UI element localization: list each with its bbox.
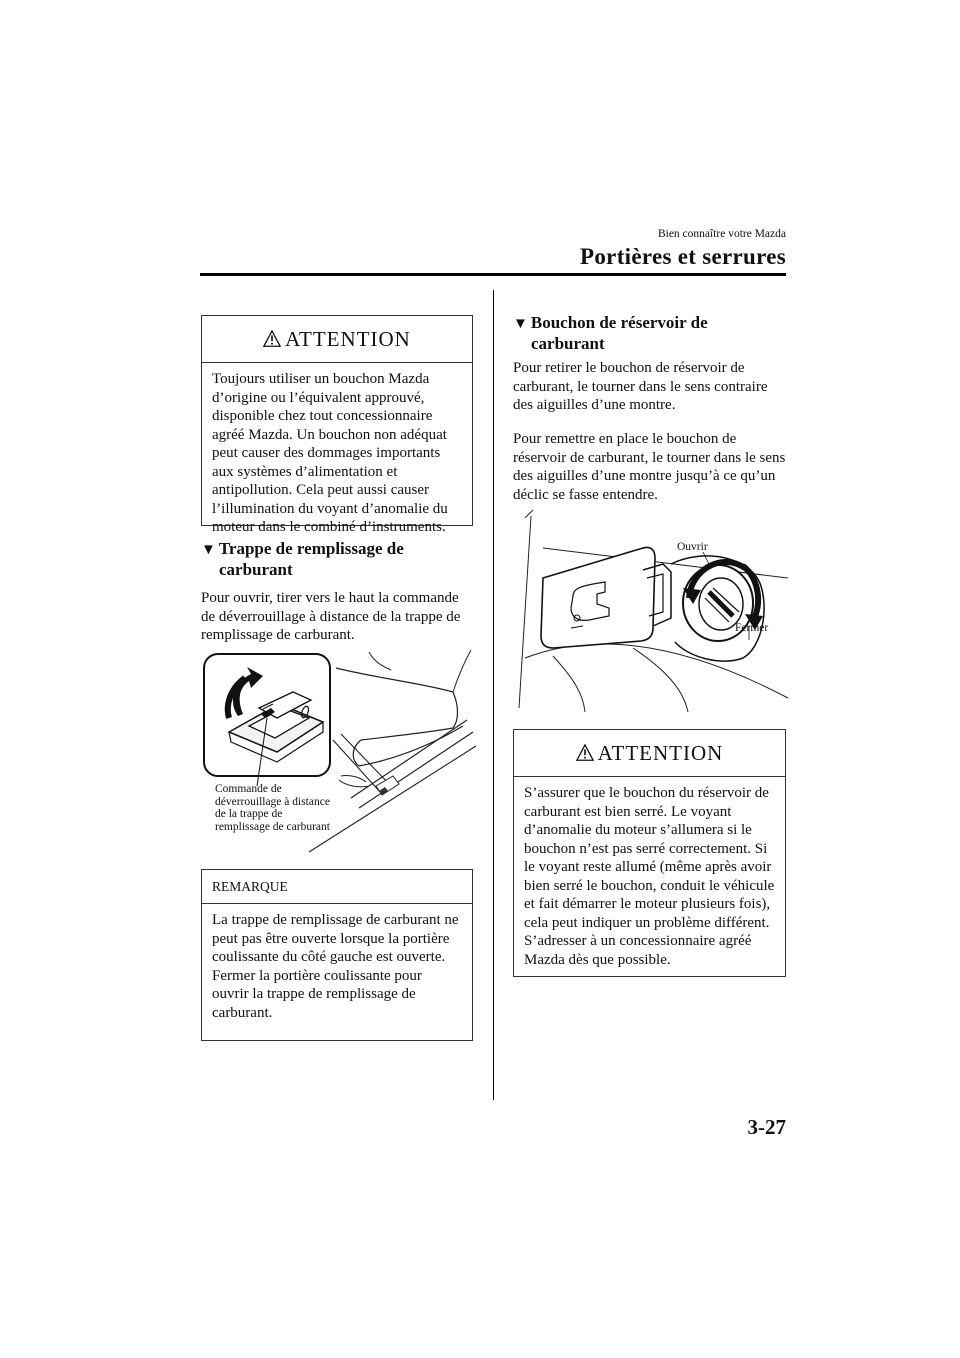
heading-line1: Bouchon de réservoir de bbox=[530, 313, 708, 332]
heading-line1: Trappe de remplissage de bbox=[218, 539, 404, 558]
warning-icon bbox=[263, 330, 281, 348]
attention-text: Toujours utiliser un bouchon Mazda d’origine ou l’équivalent approuvé, disponible chez tout concessionnaire agréé Mazda. Un bouchon non adéquat peut causer des dommages importants aux systèmes d’alimentation et antipollution. Cela peut aussi causer l’illumination du voyant d’anomalie du moteur dans le combiné d’instruments. bbox=[212, 371, 448, 535]
heading-line2: carburant bbox=[219, 560, 293, 579]
remarque-box bbox=[201, 869, 473, 1041]
remarque-text-1: La trappe de remplissage de carburant ne peut pas être ouverte lorsque la portière coulissante du côté gauche est ouverte. bbox=[212, 912, 459, 965]
heading-marker: ▼ bbox=[513, 316, 528, 332]
figure-label-close: Fermer bbox=[735, 622, 769, 634]
page-number: 3-27 bbox=[747, 1115, 786, 1139]
figure-label-release: Commande de déverrouillage à distance de la trappe de remplissage de carburant bbox=[215, 783, 330, 833]
figure-fuel-cap bbox=[513, 508, 788, 713]
paragraph-trappe: Pour ouvrir, tirer vers le haut la commande de déverrouillage à distance de la trappe de remplissage de carburant. bbox=[201, 590, 461, 643]
attention-header bbox=[514, 730, 785, 777]
heading-bouchon bbox=[513, 313, 788, 354]
paragraph-bouchon-1: Pour retirer le bouchon de réservoir de carburant, le tourner dans le sens contraire des aiguilles d’une montre. bbox=[513, 360, 768, 413]
attention-text: S’assurer que le bouchon du réservoir de carburant est bien serré. Le voyant d’anomalie du moteur s’allumera si le bouchon n’est pas serré correctement. Si le voyant reste allumé (même après avoir bien serré le bouchon, conduit le véhicule et fait démarrer le moteur plusieurs fois), cela peut indiquer un problème différent. S’adresser à un concessionnaire agréé Mazda dès que possible. bbox=[524, 785, 775, 968]
heading-trappe bbox=[201, 539, 476, 580]
chapter-title: Bien connaître votre Mazda bbox=[657, 228, 786, 240]
section-title: Portières et serrures bbox=[580, 244, 786, 269]
remarque-title: REMARQUE bbox=[202, 870, 472, 904]
remarque-text-2: Fermer la portière coulissante pour ouvrir la trappe de remplissage de carburant. bbox=[212, 967, 422, 1021]
remarque-body bbox=[202, 904, 472, 1022]
paragraph-bouchon-2: Pour remettre en place le bouchon de réservoir de carburant, le tourner dans le sens des aiguilles d’une montre jusqu’à ce qu’un déclic se fasse entendre. bbox=[513, 431, 786, 503]
attention-title: ATTENTION bbox=[285, 326, 411, 351]
header-rule bbox=[200, 273, 786, 276]
heading-marker: ▼ bbox=[201, 542, 216, 558]
attention-title: ATTENTION bbox=[597, 740, 724, 765]
attention-header bbox=[202, 316, 472, 363]
attention-box-2 bbox=[513, 729, 786, 977]
heading-line2: carburant bbox=[531, 334, 605, 353]
attention-box-1 bbox=[201, 315, 473, 535]
warning-icon bbox=[576, 744, 594, 762]
column-divider bbox=[493, 290, 494, 1100]
figure-label-open: Ouvrir bbox=[677, 541, 708, 553]
